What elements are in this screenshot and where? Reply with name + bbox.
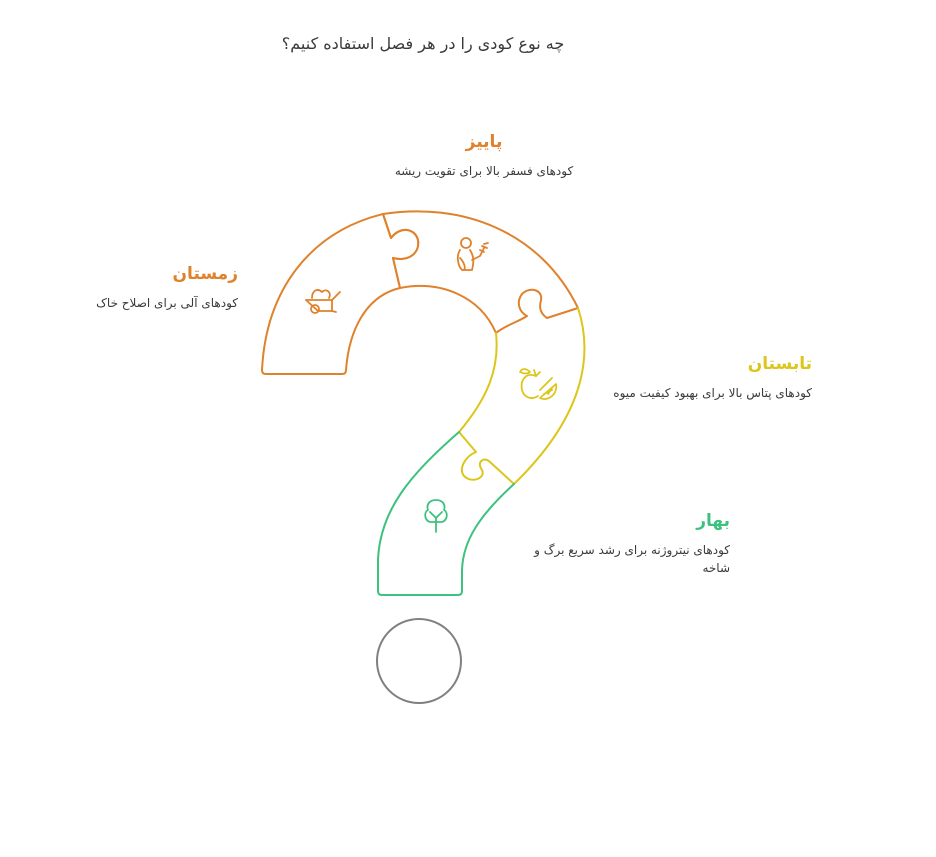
season-label-autumn bbox=[384, 131, 584, 180]
season-description-summer: کودهای پتاس بالا برای بهبود کیفیت میوه bbox=[613, 386, 812, 400]
question-mark-dot bbox=[377, 619, 461, 703]
puzzle-piece-winter bbox=[262, 214, 418, 374]
page-title: چه نوع کودی را در هر فصل استفاده کنیم؟ bbox=[281, 34, 565, 53]
tree-icon bbox=[425, 500, 447, 532]
orange-fruit-icon bbox=[520, 369, 556, 399]
wheelbarrow-icon bbox=[306, 290, 340, 313]
season-name-autumn: پاییز bbox=[465, 132, 503, 152]
season-description-autumn: کودهای فسفر بالا برای تقویت ریشه bbox=[394, 164, 574, 178]
farmer-plant-icon bbox=[458, 238, 488, 270]
season-description-winter: کودهای آلی برای اصلاح خاک bbox=[96, 296, 238, 310]
puzzle-piece-autumn bbox=[383, 211, 578, 333]
puzzle-piece-summer bbox=[459, 308, 584, 484]
season-label-summer bbox=[612, 353, 812, 402]
season-description-spring: کودهای نیتروژنه برای رشد سریع برگ و شاخه bbox=[534, 543, 730, 575]
season-label-winter bbox=[70, 263, 238, 312]
season-name-winter: زمستان bbox=[172, 264, 238, 284]
season-label-spring bbox=[516, 510, 730, 577]
season-name-summer: تابستان bbox=[747, 354, 812, 374]
season-name-spring: بهار bbox=[696, 511, 730, 531]
